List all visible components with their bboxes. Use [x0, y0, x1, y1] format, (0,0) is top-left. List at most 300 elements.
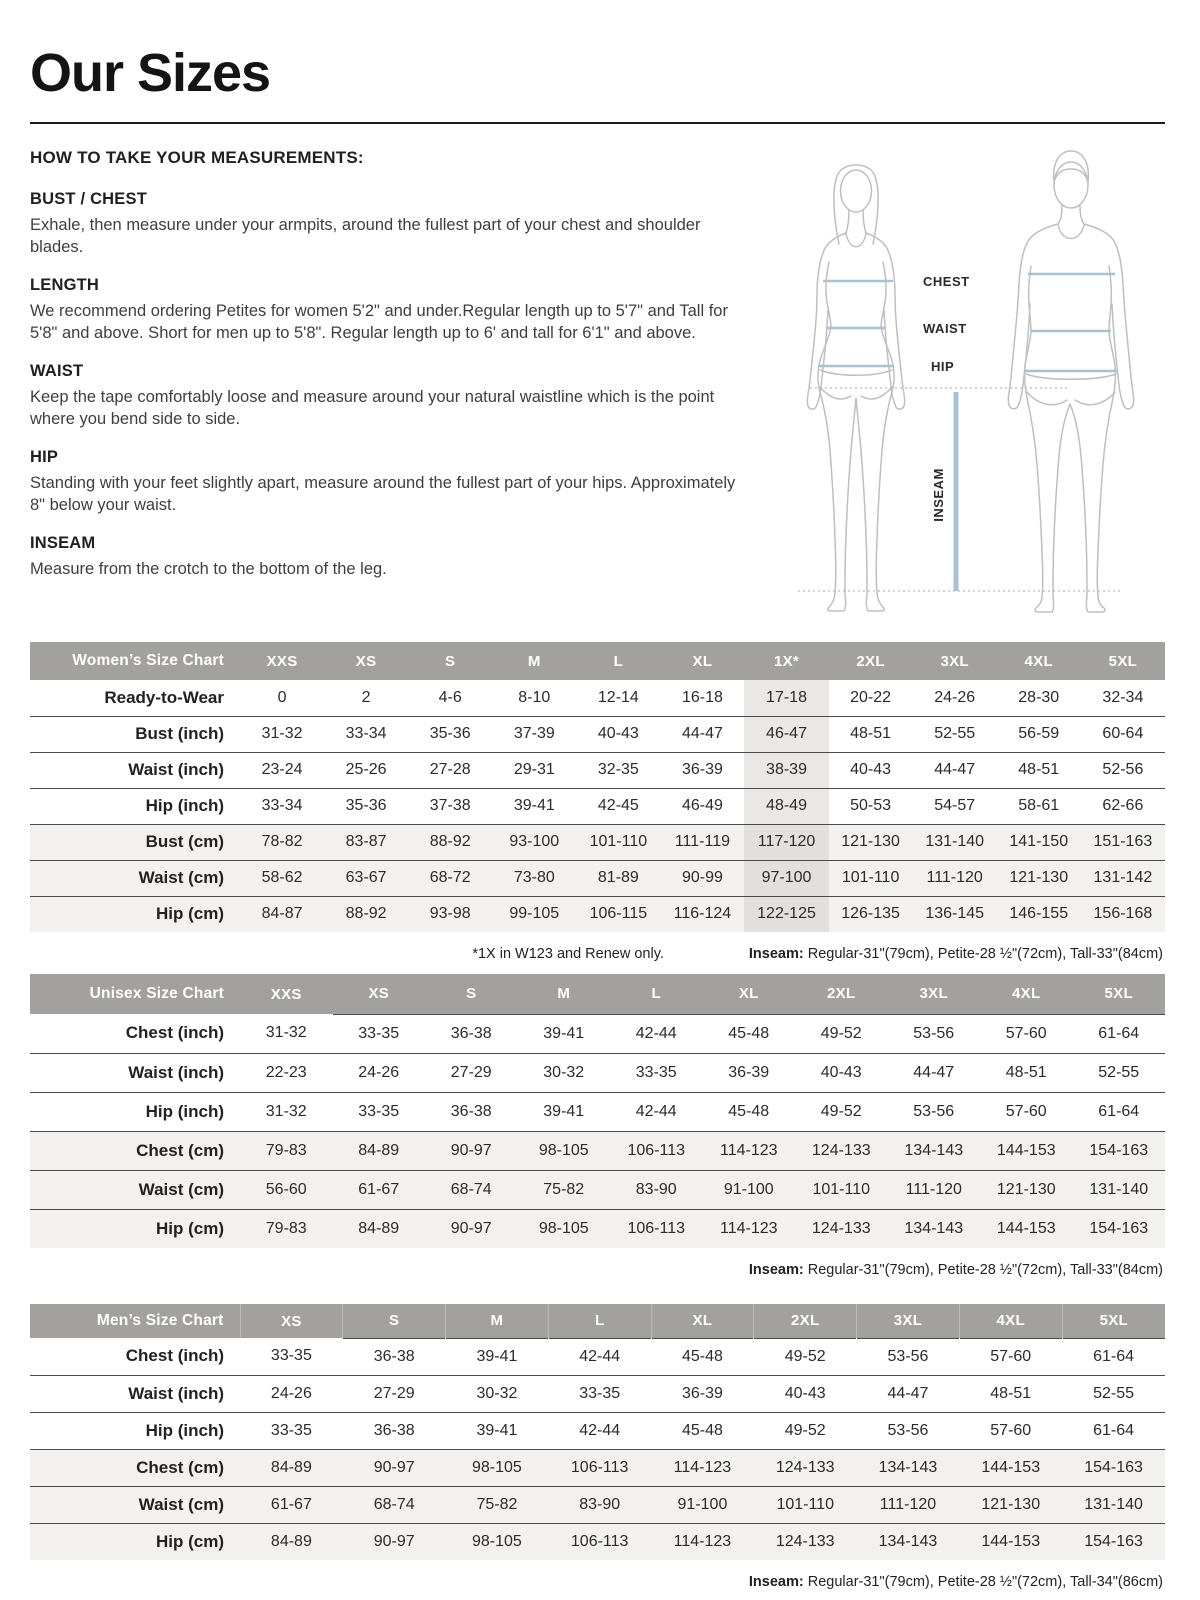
size-cell: 16-18 [660, 680, 744, 716]
size-cell: 98-105 [446, 1523, 549, 1560]
inseam-label: INSEAM [931, 468, 946, 522]
section-heading: HIP [30, 447, 59, 466]
size-cell: 78-82 [240, 824, 324, 860]
size-cell: 52-56 [1081, 752, 1165, 788]
section-body: Standing with your feet slightly apart, measure around the fullest part of your hips. Approximately 8" below your waist. [30, 473, 736, 514]
size-cell: 42-44 [610, 1014, 703, 1053]
size-column-header: 5XL [1073, 974, 1166, 1014]
table-row [30, 1209, 1165, 1248]
size-column-header: L [548, 1304, 651, 1338]
size-cell: 33-35 [548, 1375, 651, 1412]
size-cell: 106-113 [610, 1131, 703, 1170]
size-column-header: XXS [240, 642, 324, 680]
female-tank-hem [820, 370, 892, 375]
size-cell: 35-36 [324, 788, 408, 824]
size-cell: 60-64 [1081, 716, 1165, 752]
size-cell: 136-145 [913, 896, 997, 932]
size-cell: 124-133 [795, 1131, 888, 1170]
row-label: Chest (cm) [30, 1449, 240, 1486]
size-cell: 27-29 [343, 1375, 446, 1412]
row-label: Hip (cm) [30, 1523, 240, 1560]
size-cell: 83-87 [324, 824, 408, 860]
size-cell: 37-39 [492, 716, 576, 752]
size-cell: 84-87 [240, 896, 324, 932]
size-column-header: XXS [240, 974, 333, 1014]
size-cell: 24-26 [240, 1375, 343, 1412]
size-cell: 42-45 [576, 788, 660, 824]
title-divider [30, 122, 1165, 124]
size-cell: 44-47 [660, 716, 744, 752]
table-row [30, 1092, 1165, 1131]
size-cell: 49-52 [754, 1338, 857, 1375]
table-row [30, 1014, 1165, 1053]
table-row [30, 1486, 1165, 1523]
size-cell: 83-90 [610, 1170, 703, 1209]
size-cell: 33-35 [240, 1412, 343, 1449]
table-footnote [30, 1560, 1165, 1600]
size-cell: 49-52 [795, 1014, 888, 1053]
size-cell: 46-49 [660, 788, 744, 824]
size-cell: 121-130 [959, 1486, 1062, 1523]
size-cell: 39-41 [492, 788, 576, 824]
size-cell: 79-83 [240, 1209, 333, 1248]
row-label: Bust (cm) [30, 824, 240, 860]
size-cell: 111-120 [913, 860, 997, 896]
table-title: Men’s Size Chart [30, 1304, 240, 1338]
inseam-note: Inseam: Regular-31"(79cm), Petite-28 ½"(72cm), Tall-34"(86cm) [748, 1574, 1163, 1590]
size-cell: 62-66 [1081, 788, 1165, 824]
size-cell: 39-41 [518, 1092, 611, 1131]
size-cell: 27-28 [408, 752, 492, 788]
size-cell: 40-43 [795, 1053, 888, 1092]
size-cell: 56-59 [997, 716, 1081, 752]
size-cell: 48-51 [829, 716, 913, 752]
table-title: Unisex Size Chart [30, 974, 240, 1014]
size-cell: 42-44 [548, 1338, 651, 1375]
size-cell: 114-123 [703, 1131, 796, 1170]
female-right-arm [866, 233, 905, 409]
row-label: Waist (cm) [30, 1170, 240, 1209]
size-cell: 97-100 [744, 860, 828, 896]
size-cell: 57-60 [980, 1014, 1073, 1053]
size-cell: 121-130 [980, 1170, 1073, 1209]
section-heading: BUST / CHEST [30, 190, 147, 208]
size-cell: 84-89 [240, 1523, 343, 1560]
size-cell: 53-56 [888, 1014, 981, 1053]
size-cell: 111-120 [857, 1486, 960, 1523]
size-cell: 36-38 [343, 1412, 446, 1449]
female-left-arm [807, 233, 846, 409]
size-column-header: 4XL [959, 1304, 1062, 1338]
size-cell: 111-119 [660, 824, 744, 860]
size-cell: 73-80 [492, 860, 576, 896]
size-column-header: 2XL [829, 642, 913, 680]
size-cell: 33-35 [240, 1338, 343, 1375]
row-label: Chest (cm) [30, 1131, 240, 1170]
size-cell: 42-44 [548, 1412, 651, 1449]
size-cell: 144-153 [980, 1209, 1073, 1248]
size-column-header: M [446, 1304, 549, 1338]
male-hair [1054, 151, 1089, 182]
size-cell: 114-123 [703, 1209, 796, 1248]
size-column-header: L [610, 974, 703, 1014]
size-column-header: 5XL [1062, 1304, 1165, 1338]
size-cell: 45-48 [703, 1014, 796, 1053]
size-cell: 116-124 [660, 896, 744, 932]
size-cell: 68-72 [408, 860, 492, 896]
size-cell: 23-24 [240, 752, 324, 788]
waist-label: WAIST [923, 321, 967, 336]
size-column-header: M [492, 642, 576, 680]
male-figure-outline [1008, 151, 1133, 612]
size-cell: 50-53 [829, 788, 913, 824]
size-column-header: 3XL [857, 1304, 960, 1338]
section-body: Exhale, then measure under your armpits, around the fullest part of your chest and shoulder blades. [30, 216, 701, 256]
size-cell: 134-143 [857, 1523, 960, 1560]
size-cell: 20-22 [829, 680, 913, 716]
size-cell: 33-34 [324, 716, 408, 752]
size-cell: 121-130 [829, 824, 913, 860]
page-title: Our Sizes [30, 43, 271, 103]
table-header-row [30, 1304, 1165, 1338]
size-cell: 124-133 [754, 1449, 857, 1486]
table-row [30, 1170, 1165, 1209]
size-cell: 90-97 [343, 1523, 446, 1560]
size-cell: 61-64 [1062, 1412, 1165, 1449]
size-cell: 24-26 [913, 680, 997, 716]
size-column-header: L [576, 642, 660, 680]
size-column-header: 2XL [795, 974, 888, 1014]
size-cell: 57-60 [959, 1338, 1062, 1375]
size-cell: 12-14 [576, 680, 660, 716]
section-body: Keep the tape comfortably loose and measure around your natural waistline which is the point where you bend side to side. [30, 387, 715, 428]
male-right-arm [1084, 224, 1134, 409]
size-column-header: XL [703, 974, 796, 1014]
row-label: Hip (inch) [30, 1412, 240, 1449]
table-row [30, 788, 1165, 824]
size-cell: 31-32 [240, 1014, 333, 1053]
size-cell: 93-98 [408, 896, 492, 932]
size-cell: 0 [240, 680, 324, 716]
size-cell: 131-140 [1062, 1486, 1165, 1523]
size-cell: 53-56 [857, 1338, 960, 1375]
size-cell: 75-82 [518, 1170, 611, 1209]
size-cell: 39-41 [518, 1014, 611, 1053]
size-column-header: 5XL [1081, 642, 1165, 680]
size-cell: 144-153 [959, 1449, 1062, 1486]
size-cell: 33-35 [333, 1092, 426, 1131]
size-cell: 48-49 [744, 788, 828, 824]
size-cell: 111-120 [888, 1170, 981, 1209]
size-cell: 52-55 [1073, 1053, 1166, 1092]
size-cell: 117-120 [744, 824, 828, 860]
size-column-header: 1X* [744, 642, 828, 680]
unisex-size-chart [30, 974, 1165, 1248]
row-label: Hip (cm) [30, 896, 240, 932]
size-cell: 49-52 [795, 1092, 888, 1131]
size-cell: 98-105 [518, 1131, 611, 1170]
size-cell: 29-31 [492, 752, 576, 788]
measurement-instructions [30, 148, 745, 580]
size-cell: 131-140 [913, 824, 997, 860]
size-cell: 141-150 [997, 824, 1081, 860]
mens-size-chart [30, 1304, 1165, 1560]
row-label: Hip (inch) [30, 1092, 240, 1131]
size-cell: 134-143 [857, 1449, 960, 1486]
measurement-lines [818, 274, 1118, 591]
row-label: Hip (cm) [30, 1209, 240, 1248]
size-column-header: XL [660, 642, 744, 680]
size-column-header: 3XL [888, 974, 981, 1014]
size-column-header: 4XL [997, 642, 1081, 680]
hip-label: HIP [931, 359, 955, 374]
size-cell: 17-18 [744, 680, 828, 716]
row-label: Bust (inch) [30, 716, 240, 752]
size-cell: 58-62 [240, 860, 324, 896]
size-cell: 42-44 [610, 1092, 703, 1131]
size-cell: 68-74 [425, 1170, 518, 1209]
size-cell: 84-89 [333, 1131, 426, 1170]
size-cell: 39-41 [446, 1338, 549, 1375]
size-cell: 114-123 [651, 1523, 754, 1560]
size-cell: 68-74 [343, 1486, 446, 1523]
size-cell: 61-67 [240, 1486, 343, 1523]
size-cell: 61-64 [1073, 1092, 1166, 1131]
size-cell: 134-143 [888, 1131, 981, 1170]
size-cell: 53-56 [888, 1092, 981, 1131]
size-cell: 106-113 [548, 1449, 651, 1486]
womens-size-chart [30, 642, 1165, 932]
size-cell: 61-64 [1062, 1338, 1165, 1375]
size-cell: 84-89 [333, 1209, 426, 1248]
size-cell: 84-89 [240, 1449, 343, 1486]
table-header-row [30, 642, 1165, 680]
size-cell: 88-92 [324, 896, 408, 932]
size-cell: 90-97 [343, 1449, 446, 1486]
table-footnote [30, 1248, 1165, 1290]
size-cell: 28-30 [997, 680, 1081, 716]
size-cell: 40-43 [754, 1375, 857, 1412]
table-row [30, 752, 1165, 788]
size-cell: 101-110 [795, 1170, 888, 1209]
row-label: Waist (inch) [30, 1375, 240, 1412]
size-cell: 39-41 [446, 1412, 549, 1449]
size-cell: 156-168 [1081, 896, 1165, 932]
size-cell: 44-47 [888, 1053, 981, 1092]
size-cell: 154-163 [1073, 1131, 1166, 1170]
size-cell: 144-153 [959, 1523, 1062, 1560]
row-label: Waist (cm) [30, 860, 240, 896]
size-cell: 121-130 [997, 860, 1081, 896]
how-to-heading: HOW TO TAKE YOUR MEASUREMENTS: [30, 148, 364, 167]
row-label: Waist (cm) [30, 1486, 240, 1523]
size-cell: 36-39 [660, 752, 744, 788]
row-label: Ready-to-Wear [30, 680, 240, 716]
size-cell: 58-61 [997, 788, 1081, 824]
row-label: Waist (inch) [30, 1053, 240, 1092]
size-column-header: S [425, 974, 518, 1014]
size-cell: 30-32 [518, 1053, 611, 1092]
size-cell: 49-52 [754, 1412, 857, 1449]
table-footnote [30, 932, 1165, 974]
size-cell: 48-51 [980, 1053, 1073, 1092]
size-cell: 106-113 [548, 1523, 651, 1560]
size-cell: 63-67 [324, 860, 408, 896]
row-label: Hip (inch) [30, 788, 240, 824]
size-cell: 93-100 [492, 824, 576, 860]
table-row [30, 1053, 1165, 1092]
female-tank-neckline [846, 234, 866, 247]
measurement-diagram [773, 140, 1165, 618]
size-cell: 44-47 [857, 1375, 960, 1412]
size-cell: 25-26 [324, 752, 408, 788]
section-inseam [30, 534, 745, 581]
size-cell: 44-47 [913, 752, 997, 788]
size-cell: 106-113 [610, 1209, 703, 1248]
size-cell: 52-55 [913, 716, 997, 752]
table-row [30, 1523, 1165, 1560]
size-cell: 131-142 [1081, 860, 1165, 896]
male-tank-neckline [1058, 225, 1084, 239]
size-column-header: 2XL [754, 1304, 857, 1338]
row-label: Waist (inch) [30, 752, 240, 788]
size-chart-tables [30, 642, 1165, 1600]
size-cell: 154-163 [1062, 1449, 1165, 1486]
size-cell: 45-48 [651, 1338, 754, 1375]
table-row [30, 896, 1165, 932]
size-cell: 101-110 [754, 1486, 857, 1523]
row-label: Chest (inch) [30, 1014, 240, 1053]
size-cell: 90-97 [425, 1131, 518, 1170]
size-cell: 33-35 [333, 1014, 426, 1053]
size-cell: 83-90 [548, 1486, 651, 1523]
size-cell: 134-143 [888, 1209, 981, 1248]
size-cell: 57-60 [959, 1412, 1062, 1449]
size-cell: 90-97 [425, 1209, 518, 1248]
size-cell: 33-34 [240, 788, 324, 824]
table-row [30, 824, 1165, 860]
section-heading: INSEAM [30, 533, 96, 552]
size-cell: 4-6 [408, 680, 492, 716]
size-cell: 36-38 [425, 1092, 518, 1131]
section-heading: LENGTH [30, 275, 100, 294]
inseam-note: Inseam: Regular-31"(79cm), Petite-28 ½"(72cm), Tall-33"(84cm) [748, 946, 1163, 962]
size-cell: 2 [324, 680, 408, 716]
size-cell: 101-110 [576, 824, 660, 860]
size-cell: 30-32 [446, 1375, 549, 1412]
size-cell: 54-57 [913, 788, 997, 824]
size-cell: 91-100 [703, 1170, 796, 1209]
size-cell: 154-163 [1073, 1209, 1166, 1248]
size-column-header: 3XL [913, 642, 997, 680]
size-cell: 38-39 [744, 752, 828, 788]
size-column-header: XS [240, 1304, 343, 1338]
size-cell: 32-34 [1081, 680, 1165, 716]
size-cell: 90-99 [660, 860, 744, 896]
size-cell: 45-48 [651, 1412, 754, 1449]
inseam-note: Inseam: Regular-31"(79cm), Petite-28 ½"(72cm), Tall-33"(84cm) [748, 1262, 1163, 1278]
size-column-header: M [518, 974, 611, 1014]
size-cell: 31-32 [240, 716, 324, 752]
table-row [30, 860, 1165, 896]
size-cell: 52-55 [1062, 1375, 1165, 1412]
section-hip [30, 448, 745, 517]
table-row [30, 1412, 1165, 1449]
table-row [30, 1449, 1165, 1486]
size-cell: 144-153 [980, 1131, 1073, 1170]
size-cell: 31-32 [240, 1092, 333, 1131]
size-cell: 61-67 [333, 1170, 426, 1209]
size-cell: 27-29 [425, 1053, 518, 1092]
size-cell: 35-36 [408, 716, 492, 752]
size-cell: 146-155 [997, 896, 1081, 932]
size-cell: 79-83 [240, 1131, 333, 1170]
size-cell: 101-110 [829, 860, 913, 896]
size-cell: 61-64 [1073, 1014, 1166, 1053]
male-left-arm [1008, 224, 1058, 409]
female-torso-legs [818, 262, 894, 611]
section-heading: WAIST [30, 361, 84, 380]
table-header-row [30, 974, 1165, 1014]
size-column-header: XS [324, 642, 408, 680]
size-column-header: XL [651, 1304, 754, 1338]
size-cell: 48-51 [997, 752, 1081, 788]
size-cell: 40-43 [576, 716, 660, 752]
row-label: Chest (inch) [30, 1338, 240, 1375]
size-cell: 36-39 [703, 1053, 796, 1092]
size-cell: 81-89 [576, 860, 660, 896]
table-row [30, 1131, 1165, 1170]
size-cell: 57-60 [980, 1092, 1073, 1131]
male-torso-legs [1025, 266, 1116, 612]
size-cell: 151-163 [1081, 824, 1165, 860]
size-cell: 40-43 [829, 752, 913, 788]
size-cell: 114-123 [651, 1449, 754, 1486]
size-cell: 37-38 [408, 788, 492, 824]
size-cell: 91-100 [651, 1486, 754, 1523]
section-length [30, 276, 745, 345]
size-cell: 99-105 [492, 896, 576, 932]
size-column-header: XS [333, 974, 426, 1014]
section-body: Measure from the crotch to the bottom of the leg. [30, 559, 387, 578]
size-column-header: S [343, 1304, 446, 1338]
size-cell: 98-105 [446, 1449, 549, 1486]
size-cell: 33-35 [610, 1053, 703, 1092]
size-column-header: S [408, 642, 492, 680]
size-cell: 154-163 [1062, 1523, 1165, 1560]
size-cell: 98-105 [518, 1209, 611, 1248]
size-cell: 45-48 [703, 1092, 796, 1131]
size-cell: 32-35 [576, 752, 660, 788]
section-bust-chest [30, 190, 745, 259]
size-cell: 131-140 [1073, 1170, 1166, 1209]
size-cell: 122-125 [744, 896, 828, 932]
size-cell: 53-56 [857, 1412, 960, 1449]
size-cell: 88-92 [408, 824, 492, 860]
male-tank-hem [1026, 374, 1116, 379]
table-title: Women’s Size Chart [30, 642, 240, 680]
table-row [30, 1338, 1165, 1375]
size-cell: 56-60 [240, 1170, 333, 1209]
size-cell: 48-51 [959, 1375, 1062, 1412]
body-measurement-figure [773, 140, 1165, 618]
size-cell: 36-39 [651, 1375, 754, 1412]
table-row [30, 680, 1165, 716]
female-hair [834, 165, 878, 244]
size-cell: 126-135 [829, 896, 913, 932]
size-cell: 46-47 [744, 716, 828, 752]
section-body: We recommend ordering Petites for women 5'2" and under.Regular length up to 5'7" and Tall for 5'8" and above. Short for men up to 5'8". Regular length up to 6' and tall for 6'1" and above. [30, 301, 728, 342]
